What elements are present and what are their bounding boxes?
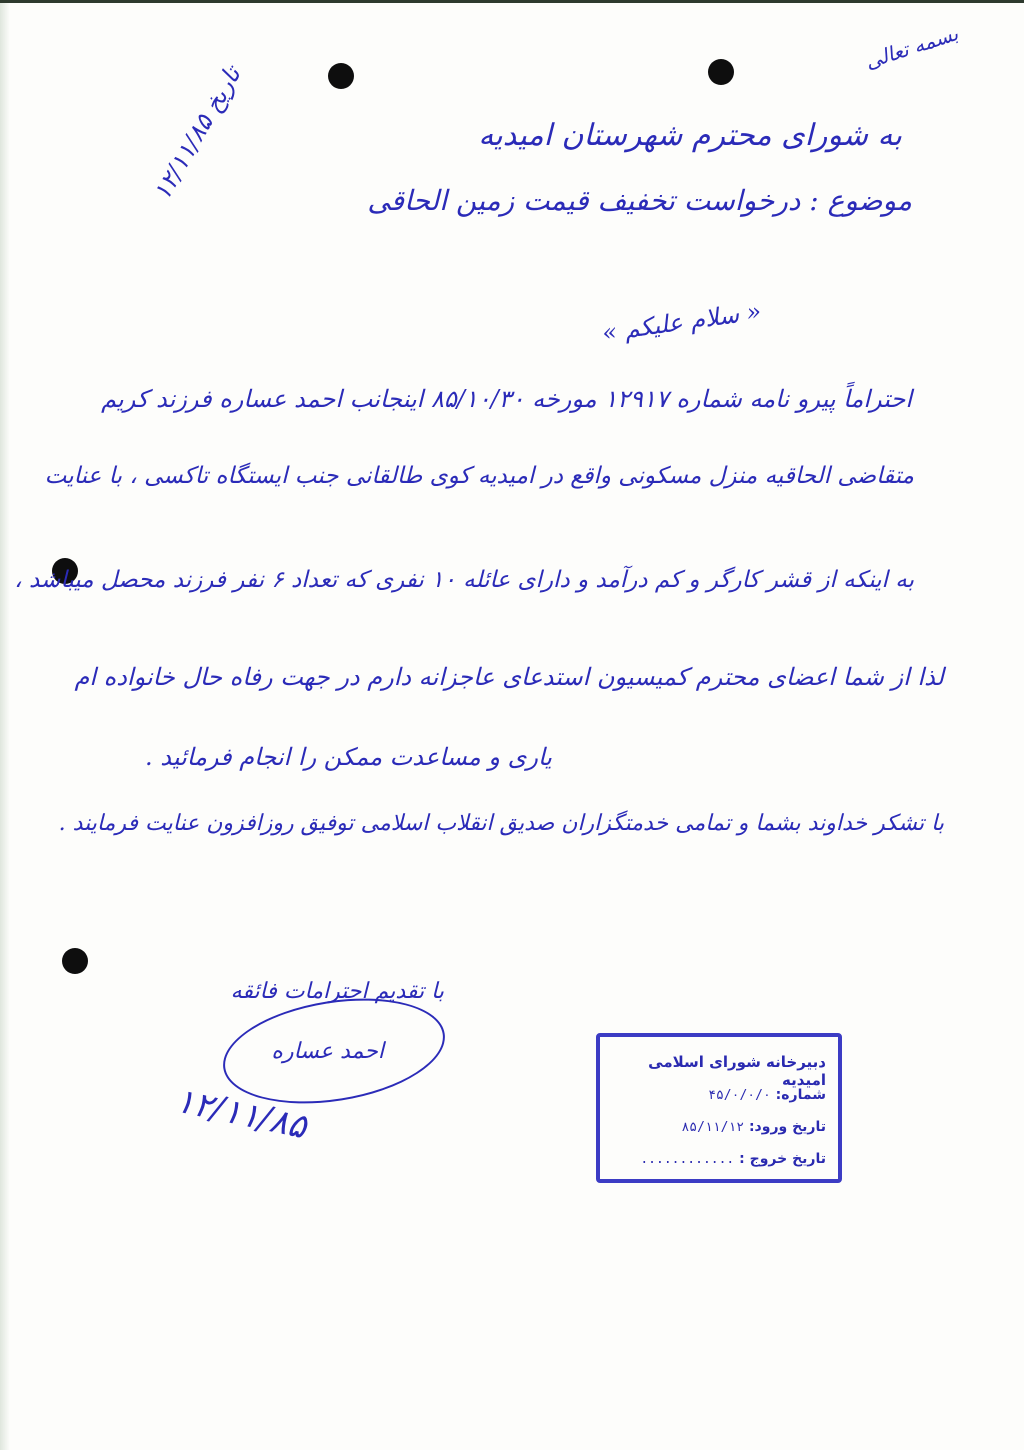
- corner-note: بسمه تعالی: [861, 21, 961, 74]
- signature-date: ۱۲/۱۱/۸۵: [171, 1080, 310, 1148]
- stamp-exit-label: تاریخ خروج :: [739, 1151, 826, 1167]
- receipt-stamp: [596, 1033, 842, 1183]
- stamp-entry-row: [681, 1119, 826, 1135]
- greeting: « سلام علیکم »: [600, 297, 763, 348]
- stamp-exit-row: [640, 1151, 826, 1167]
- signature-name: احمد عساره: [271, 1039, 384, 1064]
- body-line: لذا از شما اعضای محترم کمیسیون استدعای عاجزانه دارم در جهت رفاه حال خانواده ام: [74, 663, 944, 691]
- stamp-number-value: ۴۵/۰/۰/۰: [708, 1088, 771, 1103]
- stamp-exit-value: ............: [640, 1152, 735, 1167]
- body-line: متقاضی الحاقیه منزل مسکونی واقع در امیدیه کوی طالقانی جنب ایستگاه تاکسی ، با عنایت: [44, 463, 914, 489]
- closing-line: با تقدیم احترامات فائقه: [230, 979, 444, 1004]
- body-line: احتراماً پیرو نامه شماره ۱۲۹۱۷ مورخه ۸۵/۱۰/۳۰ اینجانب احمد عساره فرزند کریم: [101, 385, 912, 413]
- subject-line: موضوع : درخواست تخفیف قیمت زمین الحاقی: [367, 184, 912, 217]
- body-line: یاری و مساعدت ممکن را انجام فرمائید .: [144, 743, 552, 771]
- stamp-title: دبیرخانه شورای اسلامی امیدیه: [648, 1053, 826, 1089]
- recipient-line: به شورای محترم شهرستان امیدیه: [478, 118, 902, 153]
- stamp-number-label: شماره:: [775, 1087, 826, 1103]
- punch-hole: [708, 59, 734, 85]
- stamp-entry-label: تاریخ ورود:: [748, 1119, 826, 1135]
- punch-hole: [62, 948, 88, 974]
- stamp-entry-value: ۸۵/۱۱/۱۲: [681, 1120, 745, 1135]
- punch-hole: [328, 63, 354, 89]
- body-line: به اینکه از قشر کارگر و کم درآمد و دارای عائله ۱۰ نفری که تعداد ۶ نفر فرزند محصل میباشد ،: [14, 567, 914, 593]
- stamp-number-row: [708, 1087, 826, 1103]
- body-line: با تشکر خداوند بشما و تمامی خدمتگزاران صدیق انقلاب اسلامی توفیق روزافزون عنایت فرمایند .: [58, 811, 944, 836]
- header-date: تاریخ ۱۲/۱۱/۸۵: [147, 62, 247, 205]
